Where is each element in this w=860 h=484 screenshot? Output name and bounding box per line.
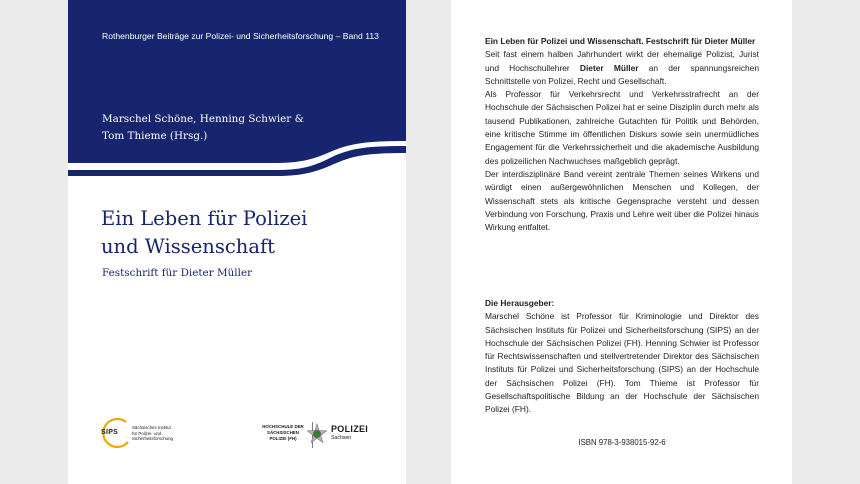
sips-logo-text-line: Sicherheitsforschung bbox=[132, 436, 174, 441]
polizei-logo-sub: Sachsen bbox=[331, 435, 352, 441]
editors-line: Tom Thieme (Hrsg.) bbox=[102, 130, 208, 142]
sips-logo-text-line: für Polizei- und bbox=[132, 430, 162, 436]
blurb bbox=[485, 35, 759, 234]
editors-heading: Die Herausgeber: bbox=[485, 298, 555, 308]
blurb-text: Seit fast einem halben Jahrhundert wirkt der ehemalige Polizist, Jurist und Hochschullehrer bbox=[485, 49, 759, 73]
honoree-name: Dieter Müller bbox=[579, 62, 639, 73]
book-title bbox=[101, 205, 401, 261]
hochschule-logo-line: HOCHSCHULE DER bbox=[262, 424, 304, 429]
editors-line: Marschel Schöne, Henning Schwier & bbox=[102, 113, 304, 125]
blurb-heading: Ein Leben für Polizei und Wissenschaft. Festschrift für Dieter Müller bbox=[485, 36, 756, 46]
editors-bio-text: Marschel Schöne ist Professor für Kriminologie und Direktor des Sächsischen Instituts für Polizei und Sicherheitsforschung (SIPS) an der Hochschule der Sächsischen Polizei (FH). Henning Schwier ist Professor für Rechtswissenschaften und stellvertretender Direktor des Sächsischen Instituts für Polizei und Sicherheitsforschung (SIPS) an der Hochschule der Sächsischen Polizei (FH). Tom Thieme ist Professor für Gesellschaftspolitische Bildung an der Hochschule der Sächsischen Polizei (FH). bbox=[485, 311, 759, 415]
front-cover bbox=[68, 0, 406, 484]
isbn: ISBN 978-3-938015-92-6 bbox=[578, 438, 666, 447]
hochschule-logo-line: POLIZEI (FH) bbox=[269, 435, 297, 441]
book-subtitle: Festschrift für Dieter Müller bbox=[102, 267, 253, 279]
blurb-paragraph: Als Professor für Verkehrsrecht und Verkehrsstrafrecht an der Hochschule der Sächsischen Polizei hat er seine Disziplin durch mehr als tausend Publikationen, zahlreiche Gutachten für Politik und Behörden, eine kritische Stimme im öffentlichen Diskurs sowie sein unermüdliches Engagement für die Verkehrssicherheit und die akademische Ausbildung des polizeilichen Nachwuchses maßgeblich geprägt. bbox=[485, 89, 759, 166]
series-title: Rothenburger Beiträge zur Polizei- und Sicherheitsforschung – Band 113 bbox=[102, 31, 379, 41]
book-title-line: Ein Leben für Polizei bbox=[101, 207, 308, 230]
blurb-paragraph: Der interdisziplinäre Band vereint zentrale Themen seines Wirkens und würdigt einen außergewöhnlichen Menschen und Kollegen, der Wissenschaft stets als kritische Gegensprache versteht und dessen Verbindung von Forschung, Praxis und Lehre weit über die Polizei hinaus Wirkung entfaltet. bbox=[485, 168, 759, 233]
polizei-logo-word: POLIZEI bbox=[331, 424, 369, 434]
sips-logo bbox=[98, 416, 216, 450]
blurb-paragraph bbox=[485, 48, 759, 88]
back-cover bbox=[451, 0, 792, 484]
sips-logo-word: SIPS bbox=[101, 429, 119, 436]
police-star-icon bbox=[306, 423, 328, 445]
editors bbox=[102, 111, 312, 145]
sips-logo-text-line: Sächsisches Institut bbox=[132, 425, 171, 430]
sips-logo-text bbox=[132, 425, 216, 442]
cover-header-band bbox=[68, 0, 406, 178]
blurb-text: an der spannungsreichen Schnittstelle von Polizei, Recht und Gesellschaft. bbox=[485, 62, 759, 86]
book-title-line: und Wissenschaft bbox=[101, 235, 276, 258]
hochschule-logo-line: SÄCHSISCHEN bbox=[267, 429, 299, 435]
editors-bio bbox=[485, 297, 759, 417]
hochschule-logo bbox=[256, 424, 310, 441]
